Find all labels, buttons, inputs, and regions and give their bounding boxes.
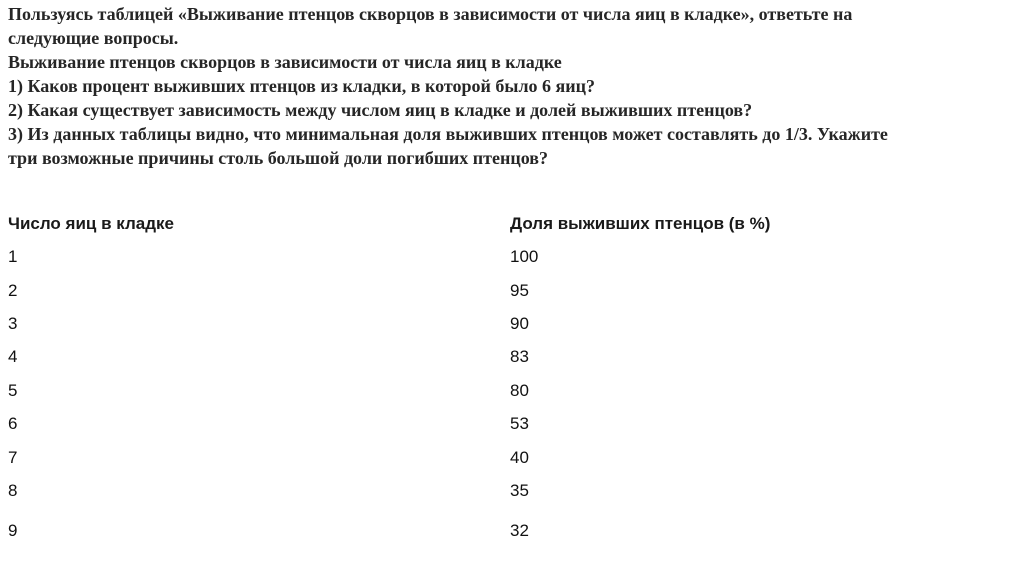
question-3-continued: три возможные причины столь большой доли погибших птенцов? — [8, 148, 548, 168]
survival-table — [8, 0, 1008, 574]
table-cell-survival: 35 — [510, 481, 529, 500]
table-cell-survival: 100 — [510, 247, 539, 266]
table-cell-eggs: 7 — [8, 448, 18, 467]
table-cell-eggs: 8 — [8, 481, 18, 500]
table-cell-survival: 80 — [510, 381, 529, 400]
task-line-1: Пользуясь таблицей «Выживание птенцов скворцов в зависимости от числа яиц в кладке», ответьте на — [8, 4, 853, 24]
table-cell-eggs: 6 — [8, 414, 18, 433]
question-2: 2) Какая существует зависимость между числом яиц в кладке и долей выживших птенцов? — [8, 100, 753, 120]
table-cell-survival: 40 — [510, 448, 529, 467]
table-cell-eggs: 3 — [8, 314, 18, 333]
table-cell-survival: 95 — [510, 281, 529, 300]
table-header-survival: Доля выживших птенцов (в %) — [510, 214, 771, 233]
table-cell-survival: 53 — [510, 414, 529, 433]
table-header-eggs: Число яиц в кладке — [8, 214, 174, 233]
question-3: 3) Из данных таблицы видно, что минимальная доля выживших птенцов может составлять до 1/3. Укажите — [8, 124, 888, 144]
table-title: Выживание птенцов скворцов в зависимости от числа яиц в кладке — [8, 52, 562, 72]
table-cell-eggs: 4 — [8, 347, 18, 366]
table-cell-eggs: 2 — [8, 281, 18, 300]
question-1: 1) Каков процент выживших птенцов из кладки, в которой было 6 яиц? — [8, 76, 596, 96]
table-cell-eggs: 9 — [8, 521, 18, 540]
table-cell-survival: 90 — [510, 314, 529, 333]
table-cell-eggs: 5 — [8, 381, 18, 400]
table-cell-survival: 83 — [510, 347, 529, 366]
table-cell-eggs: 1 — [8, 247, 18, 266]
task-line-2: следующие вопросы. — [8, 28, 179, 48]
table-cell-survival: 32 — [510, 521, 529, 540]
